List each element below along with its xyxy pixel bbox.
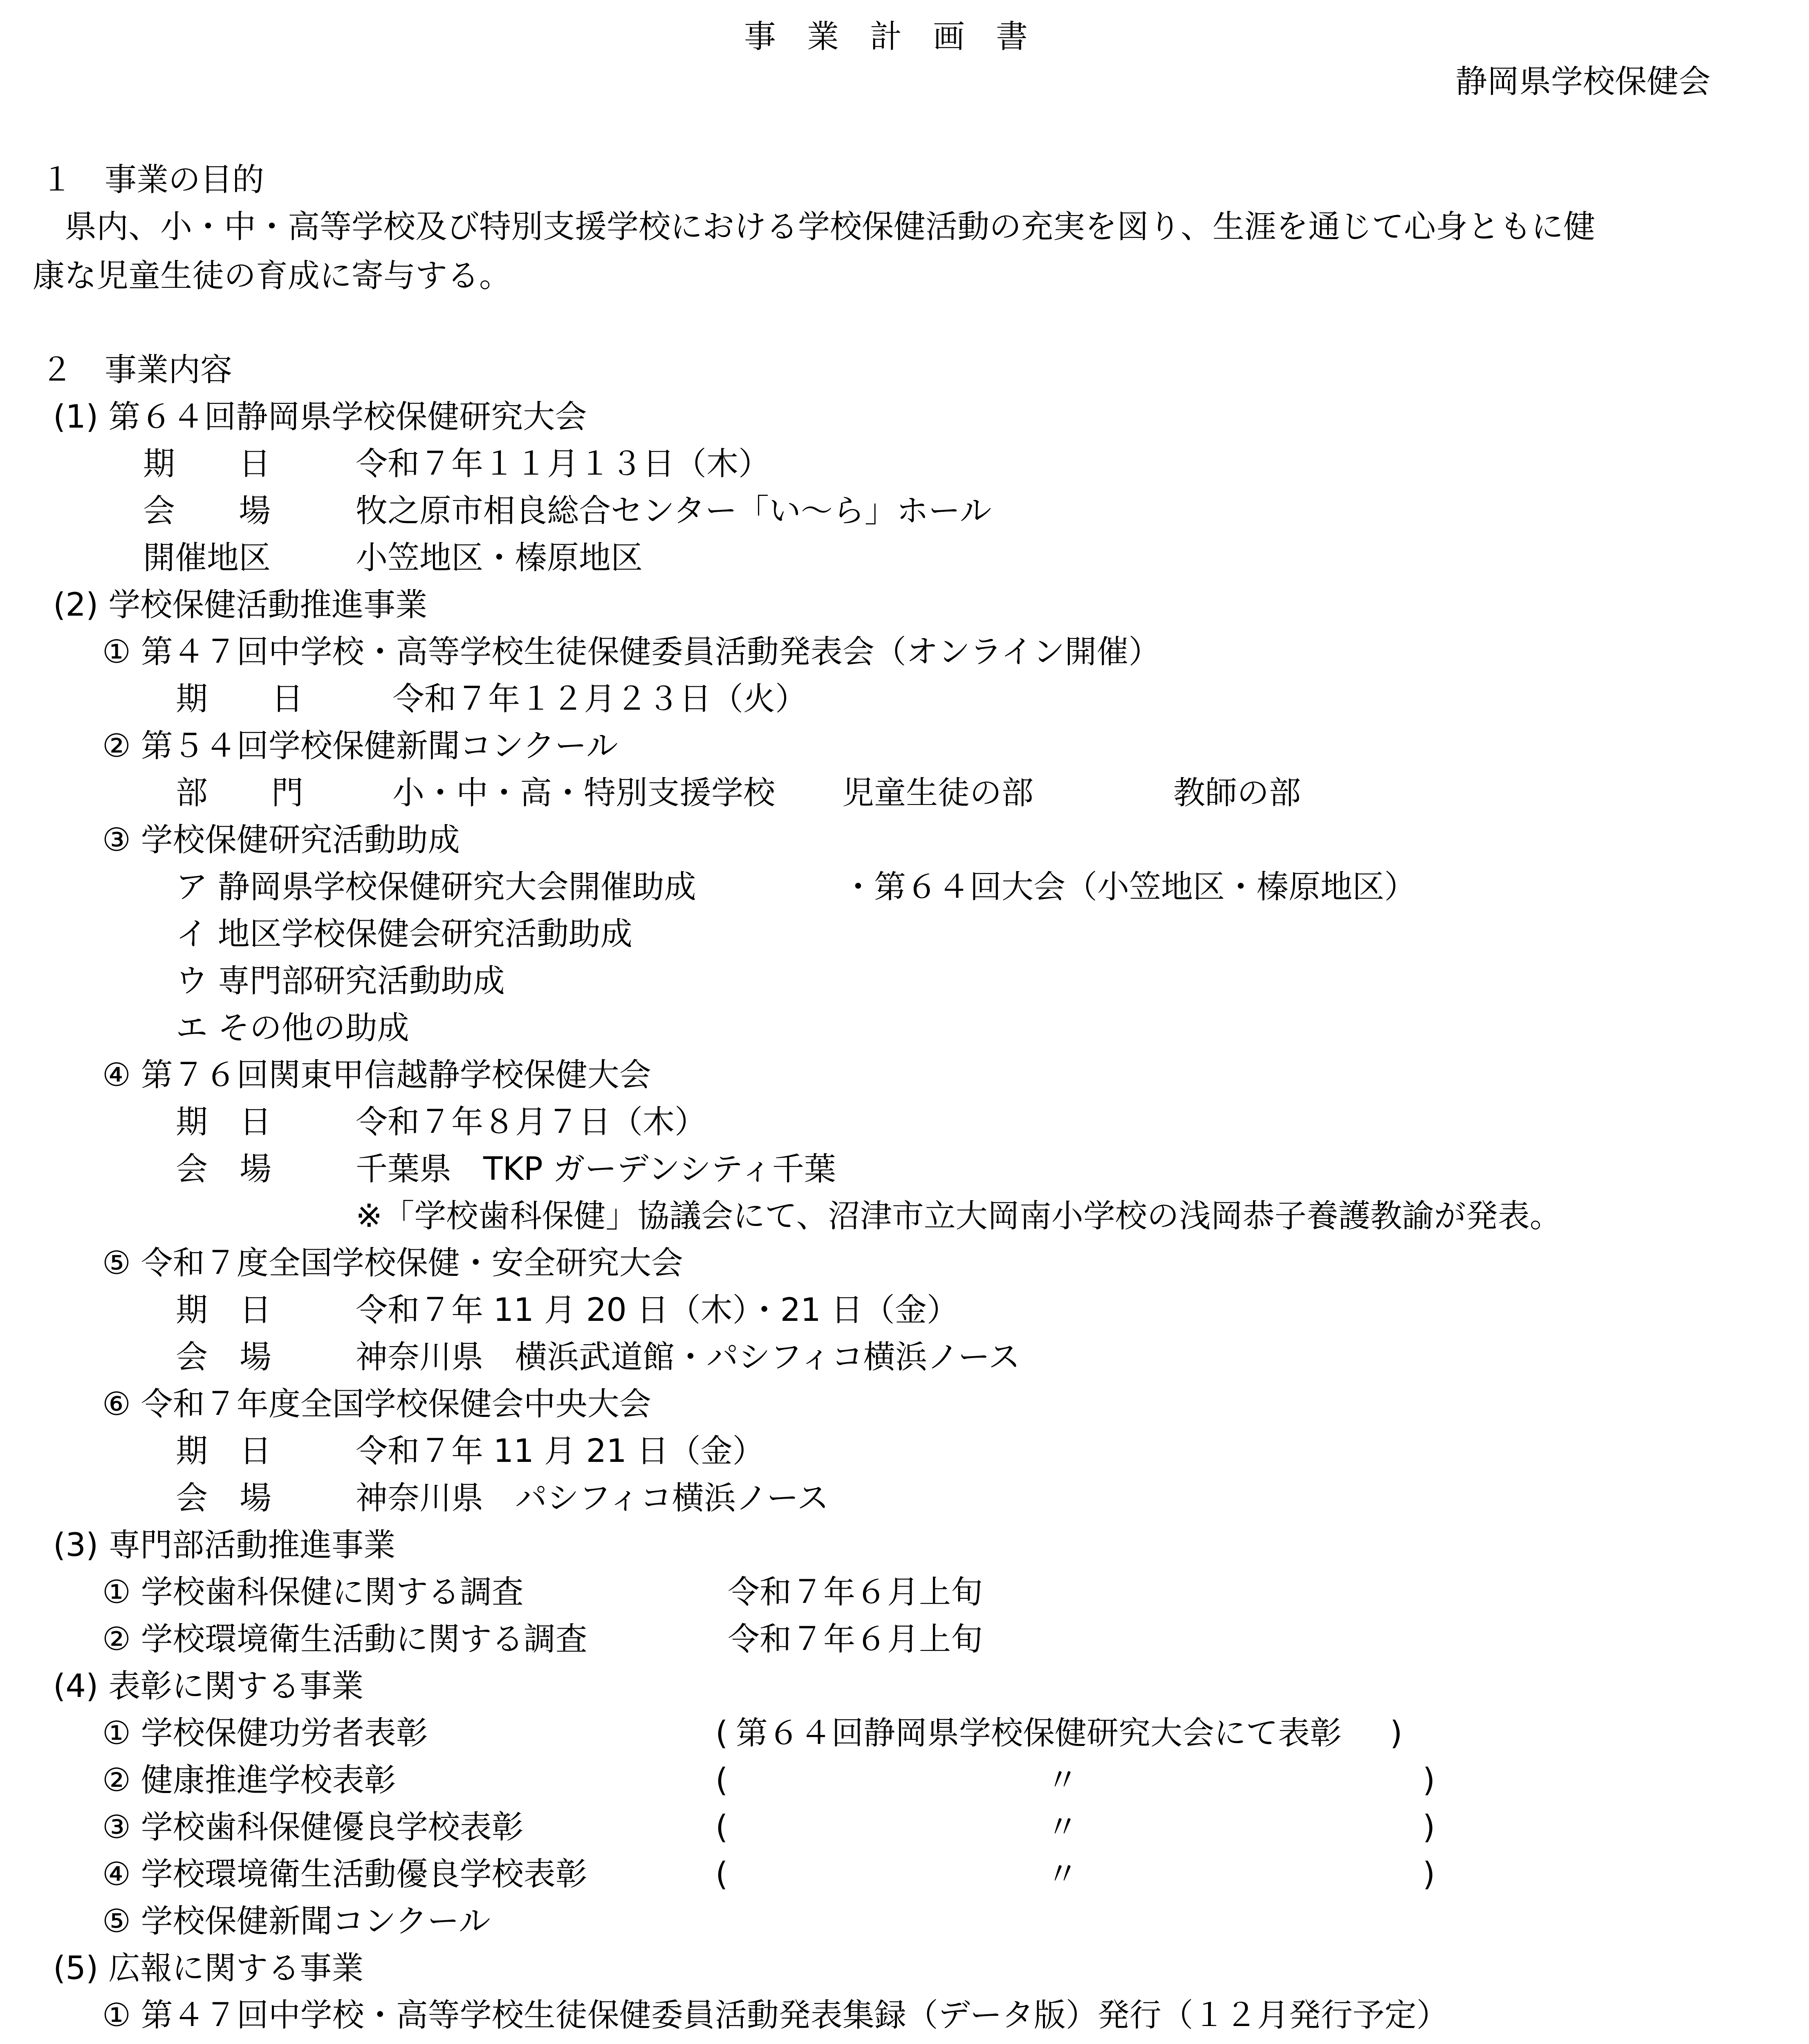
item-2-1-date-label: 期 日: [176, 681, 304, 717]
item-3-2-date: 令和７年６月上旬: [728, 1621, 983, 1658]
award-4-open: (: [715, 1856, 728, 1893]
item-2-4-note: ※「学校歯科保健」協議会にて、沼津市立大岡南小学校の浅岡恭子養護教諭が発表。: [356, 1198, 1562, 1235]
item-2-5-date: 令和７年 11 月 20 日（木）・21 日（金）: [356, 1292, 959, 1329]
item-1-venue-label: 会 場: [143, 493, 271, 529]
item-1-area-label: 開催地区: [143, 540, 271, 576]
item-2-6-venue-label: 会 場: [176, 1480, 272, 1517]
item-2-6-label: ⑥ 令和７年度全国学校保健会中央大会: [102, 1386, 651, 1423]
award-3-ditto: 〃: [1047, 1809, 1079, 1846]
item-2-2-label: ② 第５４回学校保健新聞コンクール: [102, 728, 618, 764]
item-1-area: 小笠地区・榛原地区: [356, 540, 643, 576]
award-3-name: ③ 学校歯科保健優良学校表彰: [102, 1809, 524, 1846]
item-2-4-date-label: 期 日: [176, 1104, 272, 1141]
item-2-2-division-2: 児童生徒の部: [842, 775, 1034, 811]
award-1-name: ① 学校保健功労者表彰: [102, 1715, 428, 1752]
item-2-3-b: イ 地区学校保健会研究活動助成: [176, 916, 632, 953]
item-1-date: 令和７年１１月１３日（木）: [356, 446, 771, 482]
award-4-name: ④ 学校環境衛生活動優良学校表彰: [102, 1856, 587, 1893]
award-4-ditto: 〃: [1047, 1856, 1079, 1893]
item-2-3-a-note: ・第６４回大会（小笠地区・榛原地区）: [842, 869, 1417, 905]
award-2-ditto: 〃: [1047, 1762, 1079, 1799]
item-2-3-d: エ その他の助成: [176, 1010, 409, 1047]
award-2-open: (: [715, 1762, 728, 1799]
award-1-open: (: [715, 1715, 728, 1752]
section-1-heading: １ 事業の目的: [41, 161, 265, 198]
item-3-1-date: 令和７年６月上旬: [728, 1574, 983, 1611]
section-1-body-line1: 県内、小・中・高等学校及び特別支援学校における学校保健活動の充実を図り、生涯を通じて心身ともに健: [33, 208, 1596, 245]
item-2-6-date: 令和７年 11 月 21 日（金）: [356, 1433, 764, 1470]
item-2-3-c: ウ 専門部研究活動助成: [176, 963, 505, 1000]
item-2-4-venue-label: 会 場: [176, 1151, 272, 1188]
item-2-5-venue: 神奈川県 横浜武道館・パシフィコ横浜ノース: [356, 1339, 1020, 1376]
item-2-6-date-label: 期 日: [176, 1433, 272, 1470]
item-2-3-a: ア 静岡県学校保健研究大会開催助成: [176, 869, 696, 905]
section-2-heading: ２ 事業内容: [41, 352, 233, 388]
item-4-heading: (4) 表彰に関する事業: [53, 1668, 364, 1705]
award-3-open: (: [715, 1809, 728, 1846]
item-2-2-division-1: 小・中・高・特別支援学校: [392, 775, 776, 811]
item-2-2-division-3: 教師の部: [1173, 775, 1301, 811]
award-3-close: ): [1423, 1809, 1435, 1846]
item-2-6-venue: 神奈川県 パシフィコ横浜ノース: [356, 1480, 829, 1517]
organization-name: 静岡県学校保健会: [1455, 63, 1711, 100]
section-1-body-line2: 康な児童生徒の育成に寄与する。: [33, 258, 511, 294]
award-2-name: ② 健康推進学校表彰: [102, 1762, 396, 1799]
item-3-1-name: ① 学校歯科保健に関する調査: [102, 1574, 524, 1611]
item-2-4-date: 令和７年８月７日（木）: [356, 1104, 707, 1141]
item-5-1: ① 第４７回中学校・高等学校生徒保健委員活動発表集録（データ版）発行（１２月発行予定）: [102, 1997, 1448, 2034]
award-2-close: ): [1423, 1762, 1435, 1799]
item-2-4-label: ④ 第７６回関東甲信越静学校保健大会: [102, 1057, 651, 1094]
award-1-note: 第６４回静岡県学校保健研究大会にて表彰: [736, 1715, 1342, 1752]
item-1-heading: (1) 第６４回静岡県学校保健研究大会: [53, 399, 587, 435]
item-2-5-label: ⑤ 令和７度全国学校保健・安全研究大会: [102, 1245, 683, 1282]
page-title: 事業計画書: [744, 18, 1059, 55]
award-4-close: ): [1423, 1856, 1435, 1893]
item-2-4-venue: 千葉県 TKP ガーデンシティ千葉: [356, 1151, 836, 1188]
item-2-1-date: 令和７年１２月２３日（火）: [392, 681, 807, 717]
item-1-date-label: 期 日: [143, 446, 271, 482]
item-1-venue: 牧之原市相良総合センター「い～ら」ホール: [356, 493, 992, 529]
item-2-5-venue-label: 会 場: [176, 1339, 272, 1376]
item-3-heading: (3) 専門部活動推進事業: [53, 1527, 396, 1564]
item-2-3-label: ③ 学校保健研究活動助成: [102, 822, 460, 858]
award-5-name: ⑤ 学校保健新聞コンクール: [102, 1903, 491, 1940]
item-3-2-name: ② 学校環境衛生活動に関する調査: [102, 1621, 587, 1658]
item-2-2-division-label: 部 門: [176, 775, 304, 811]
award-1-close: ): [1390, 1715, 1403, 1752]
item-2-1-label: ① 第４７回中学校・高等学校生徒保健委員活動発表会（オンライン開催）: [102, 634, 1161, 670]
item-5-heading: (5) 広報に関する事業: [53, 1950, 364, 1987]
item-2-5-date-label: 期 日: [176, 1292, 272, 1329]
item-2-heading: (2) 学校保健活動推進事業: [53, 587, 428, 623]
